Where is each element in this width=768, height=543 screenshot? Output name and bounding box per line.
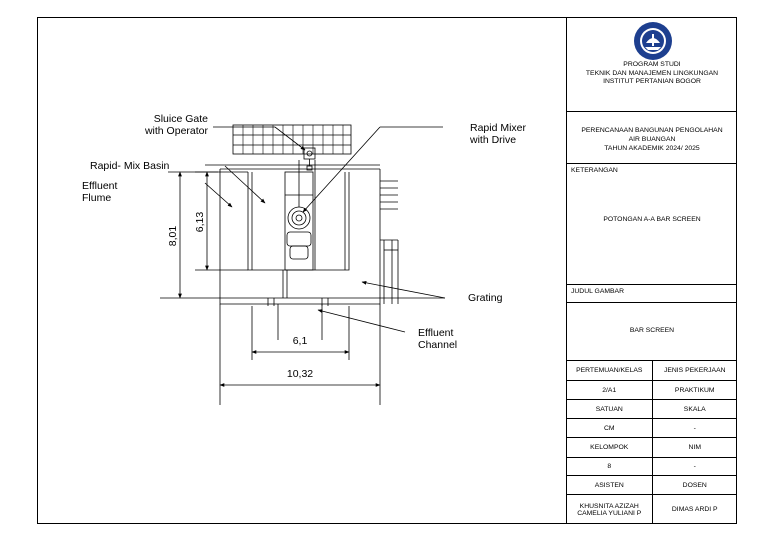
dimension-width-inner: 6,1 [292, 335, 308, 347]
project-cell: PERENCANAAN BANGUNAN PENGOLAHAN AIR BUANGAN TAHUN AKADEMIK 2024/ 2025 [567, 112, 737, 164]
judul-value-cell [567, 303, 737, 361]
sluice-gate [304, 148, 315, 170]
title-block [566, 17, 737, 524]
dimension-width-total: 10,32 [286, 368, 314, 380]
info-row: ASISTEN DOSEN [567, 476, 737, 495]
info-row: SATUAN SKALA [567, 400, 737, 419]
info-row: CM - [567, 419, 737, 438]
dosen-name: DIMAS ARDI P [671, 506, 718, 513]
label-rapid-mix-basin: Rapid- Mix Basin [90, 160, 170, 172]
basin-walls [205, 165, 398, 340]
judul-value: BAR SCREEN [629, 327, 675, 334]
label-effluent-channel-1: Effluent [418, 327, 454, 339]
keterangan-cell [567, 164, 737, 285]
operator-platform [233, 125, 351, 154]
label-sluice-gate-2: with Operator [144, 125, 208, 137]
institution-text: PROGRAM STUDI TEKNIK DAN MANAJEMEN LINGKUNGAN INSTITUT PERTANIAN BOGOR [585, 61, 719, 85]
info-row: PERTEMUAN/KELAS JENIS PEKERJAAN [567, 361, 737, 381]
label-sluice-gate-1: Sluice Gate [153, 113, 208, 125]
info-row: 8 - [567, 458, 737, 476]
info-row-names [567, 495, 737, 524]
judul-label-cell [567, 285, 737, 303]
dimension-height-total: 8,01 [167, 225, 179, 247]
leader-lines [205, 127, 445, 332]
keterangan-label: KETERANGAN [571, 167, 618, 174]
rapid-mixer [287, 160, 315, 270]
ipb-logo-icon [633, 21, 673, 61]
horizontal-dimensions [220, 304, 380, 405]
label-rapid-mixer-1: Rapid Mixer [470, 122, 527, 134]
label-effluent-flume-2: Flume [82, 192, 112, 204]
info-row: KELOMPOK NIM [567, 438, 737, 458]
label-rapid-mixer-2: with Drive [470, 134, 517, 146]
institution-cell [567, 17, 737, 112]
dimension-height-basin: 6,13 [194, 211, 206, 233]
info-row: 2/A1 PRAKTIKUM [567, 381, 737, 400]
label-effluent-channel-2: Channel [418, 339, 458, 351]
keterangan-value: POTONGAN A-A BAR SCREEN [603, 216, 701, 223]
vertical-dimensions [168, 172, 248, 298]
label-grating: Grating [468, 292, 503, 304]
asisten-names: KHUSNITA AZIZAH CAMELIA YULIANI P [567, 495, 653, 524]
judul-label: JUDUL GAMBAR [571, 288, 624, 295]
label-effluent-flume-1: Effluent [82, 180, 118, 192]
